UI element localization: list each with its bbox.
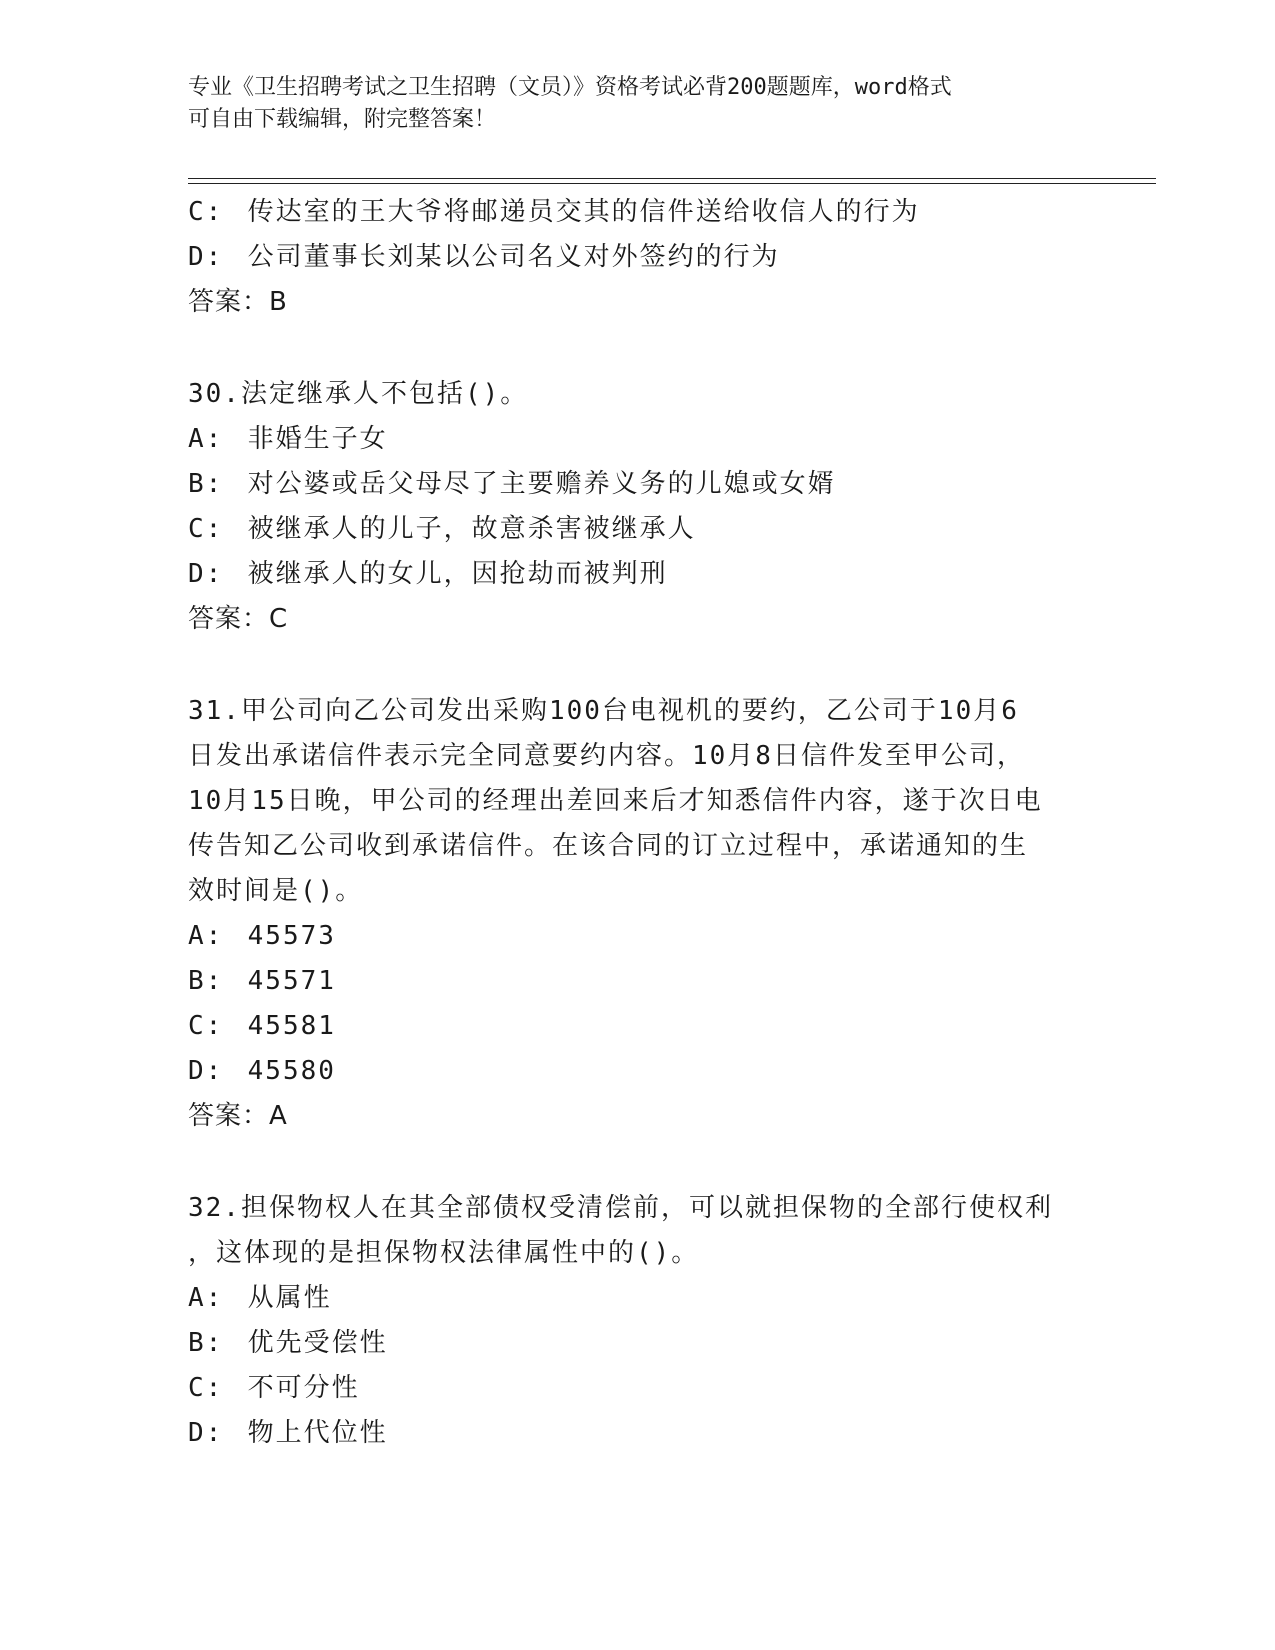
header-rule-bottom: [188, 183, 1156, 184]
header-rule-top: [188, 178, 1156, 179]
question-stem-line: 32.担保物权人在其全部债权受清偿前，可以就担保物的全部行使权利: [188, 1193, 1053, 1223]
question-stem-line: ，这体现的是担保物权法律属性中的()。: [188, 1238, 700, 1268]
question-stem-line: 日发出承诺信件表示完全同意要约内容。10月8日信件发至甲公司，: [188, 741, 1025, 771]
question-content: [188, 190, 1088, 1456]
question-stem: 30.法定继承人不包括()。: [188, 379, 529, 409]
question-stem-line: 31.甲公司向乙公司发出采购100台电视机的要约，乙公司于10月6: [188, 696, 1019, 726]
question-stem-line: 效时间是()。: [188, 876, 364, 906]
option-d: D: 45580: [188, 1056, 336, 1086]
option-b: B: 45571: [188, 966, 336, 996]
prev-question: [188, 190, 1088, 325]
option-c: C: 不可分性: [188, 1373, 360, 1403]
question-stem-line: 10月15日晚，甲公司的经理出差回来后才知悉信件内容，遂于次日电: [188, 786, 1043, 816]
header-line-2: 可自由下载编辑，附完整答案！: [188, 107, 497, 132]
question-32: [188, 1186, 1088, 1456]
question-31: [188, 689, 1088, 1139]
option-c: C: 被继承人的儿子，故意杀害被继承人: [188, 514, 696, 544]
header-line-1: 专业《卫生招聘考试之卫生招聘（文员）》资格考试必背200题题库，word格式: [188, 75, 952, 100]
page-header: [188, 72, 1088, 136]
option-d: D: 公司董事长刘某以公司名义对外签约的行为: [188, 242, 780, 272]
answer: 答案：B: [188, 287, 288, 317]
option-c: C: 传达室的王大爷将邮递员交其的信件送给收信人的行为: [188, 197, 920, 227]
option-a: A: 45573: [188, 921, 336, 951]
option-d: D: 被继承人的女儿，因抢劫而被判刑: [188, 559, 668, 589]
option-b: B: 对公婆或岳父母尽了主要赡养义务的儿媳或女婿: [188, 469, 836, 499]
option-c: C: 45581: [188, 1011, 336, 1041]
option-d: D: 物上代位性: [188, 1418, 388, 1448]
answer: 答案：C: [188, 604, 289, 634]
option-a: A: 从属性: [188, 1283, 332, 1313]
option-a: A: 非婚生子女: [188, 424, 388, 454]
question-30: [188, 372, 1088, 642]
question-stem-line: 传告知乙公司收到承诺信件。在该合同的订立过程中，承诺通知的生: [188, 831, 1029, 861]
option-b: B: 优先受偿性: [188, 1328, 388, 1358]
answer: 答案：A: [188, 1101, 288, 1131]
